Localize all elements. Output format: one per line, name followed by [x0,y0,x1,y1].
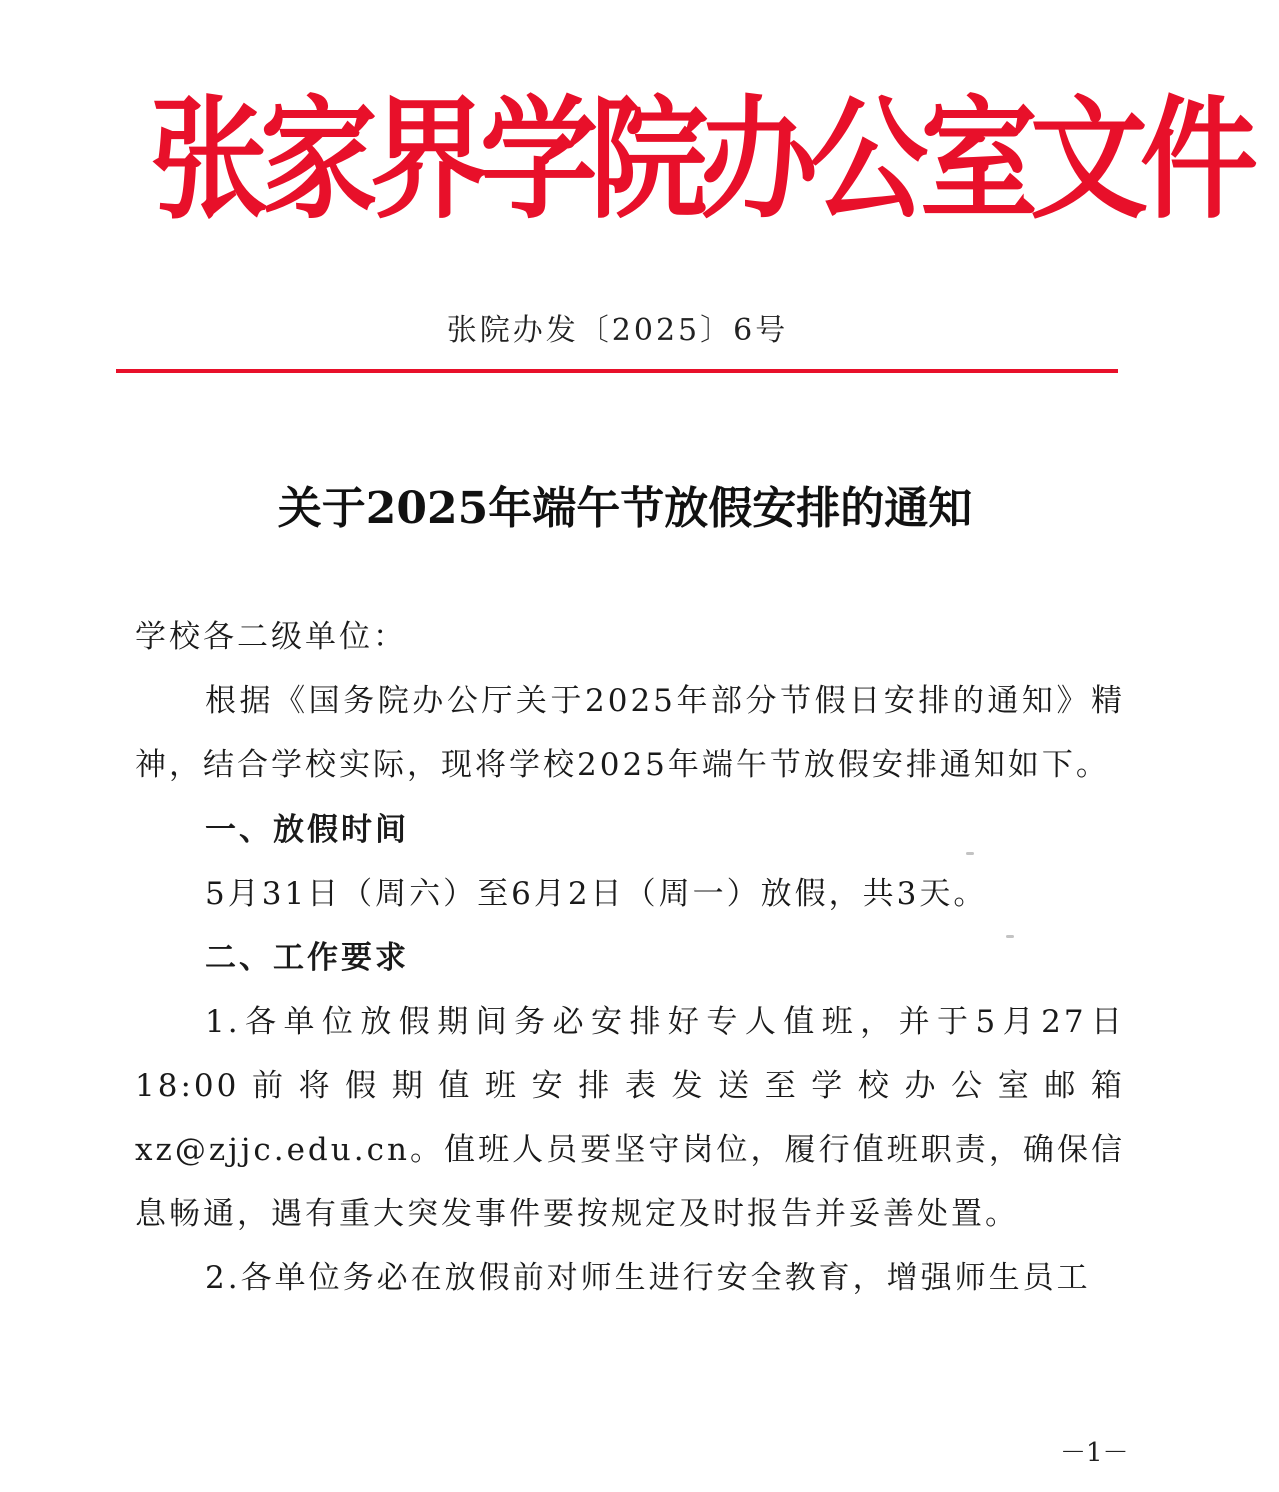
notice-title: 关于2025年端午节放假安排的通知 [277,483,973,534]
section-heading-work-requirements: 二、工作要求 [205,940,409,976]
scan-speck [966,852,974,855]
requirement-item-1: 1.各单位放假期间务必安排好专人值班，并于5月27日18:00前将假期值班安排表发送至学校办公室邮箱 xz@zjjc.edu.cn。值班人员要坚守岗位，履行值班职责，确保信息畅通，遇有重大突发事件要按规定及时报告并妥善处置。 [135,1004,1125,1232]
leave-time-text: 5月31日（周六）至6月2日（周一）放假，共3天。 [205,876,988,912]
page-number: －1－ [1060,1438,1129,1468]
scan-speck [1006,935,1014,938]
red-divider-line [116,369,1118,373]
masthead: 张家界学院办公室文件 [150,82,1251,237]
salutation: 学校各二级单位： [135,619,407,655]
requirement-item-2: 2.各单位务必在放假前对师生进行安全教育，增强师生员工 [205,1260,1091,1296]
document-number: 张院办发〔2025〕6号 [446,313,789,348]
section-heading-leave-time: 一、放假时间 [205,812,409,848]
intro-paragraph: 根据《国务院办公厅关于2025年部分节假日安排的通知》精神，结合学校实际，现将学校2025年端午节放假安排通知如下。 [135,683,1125,783]
